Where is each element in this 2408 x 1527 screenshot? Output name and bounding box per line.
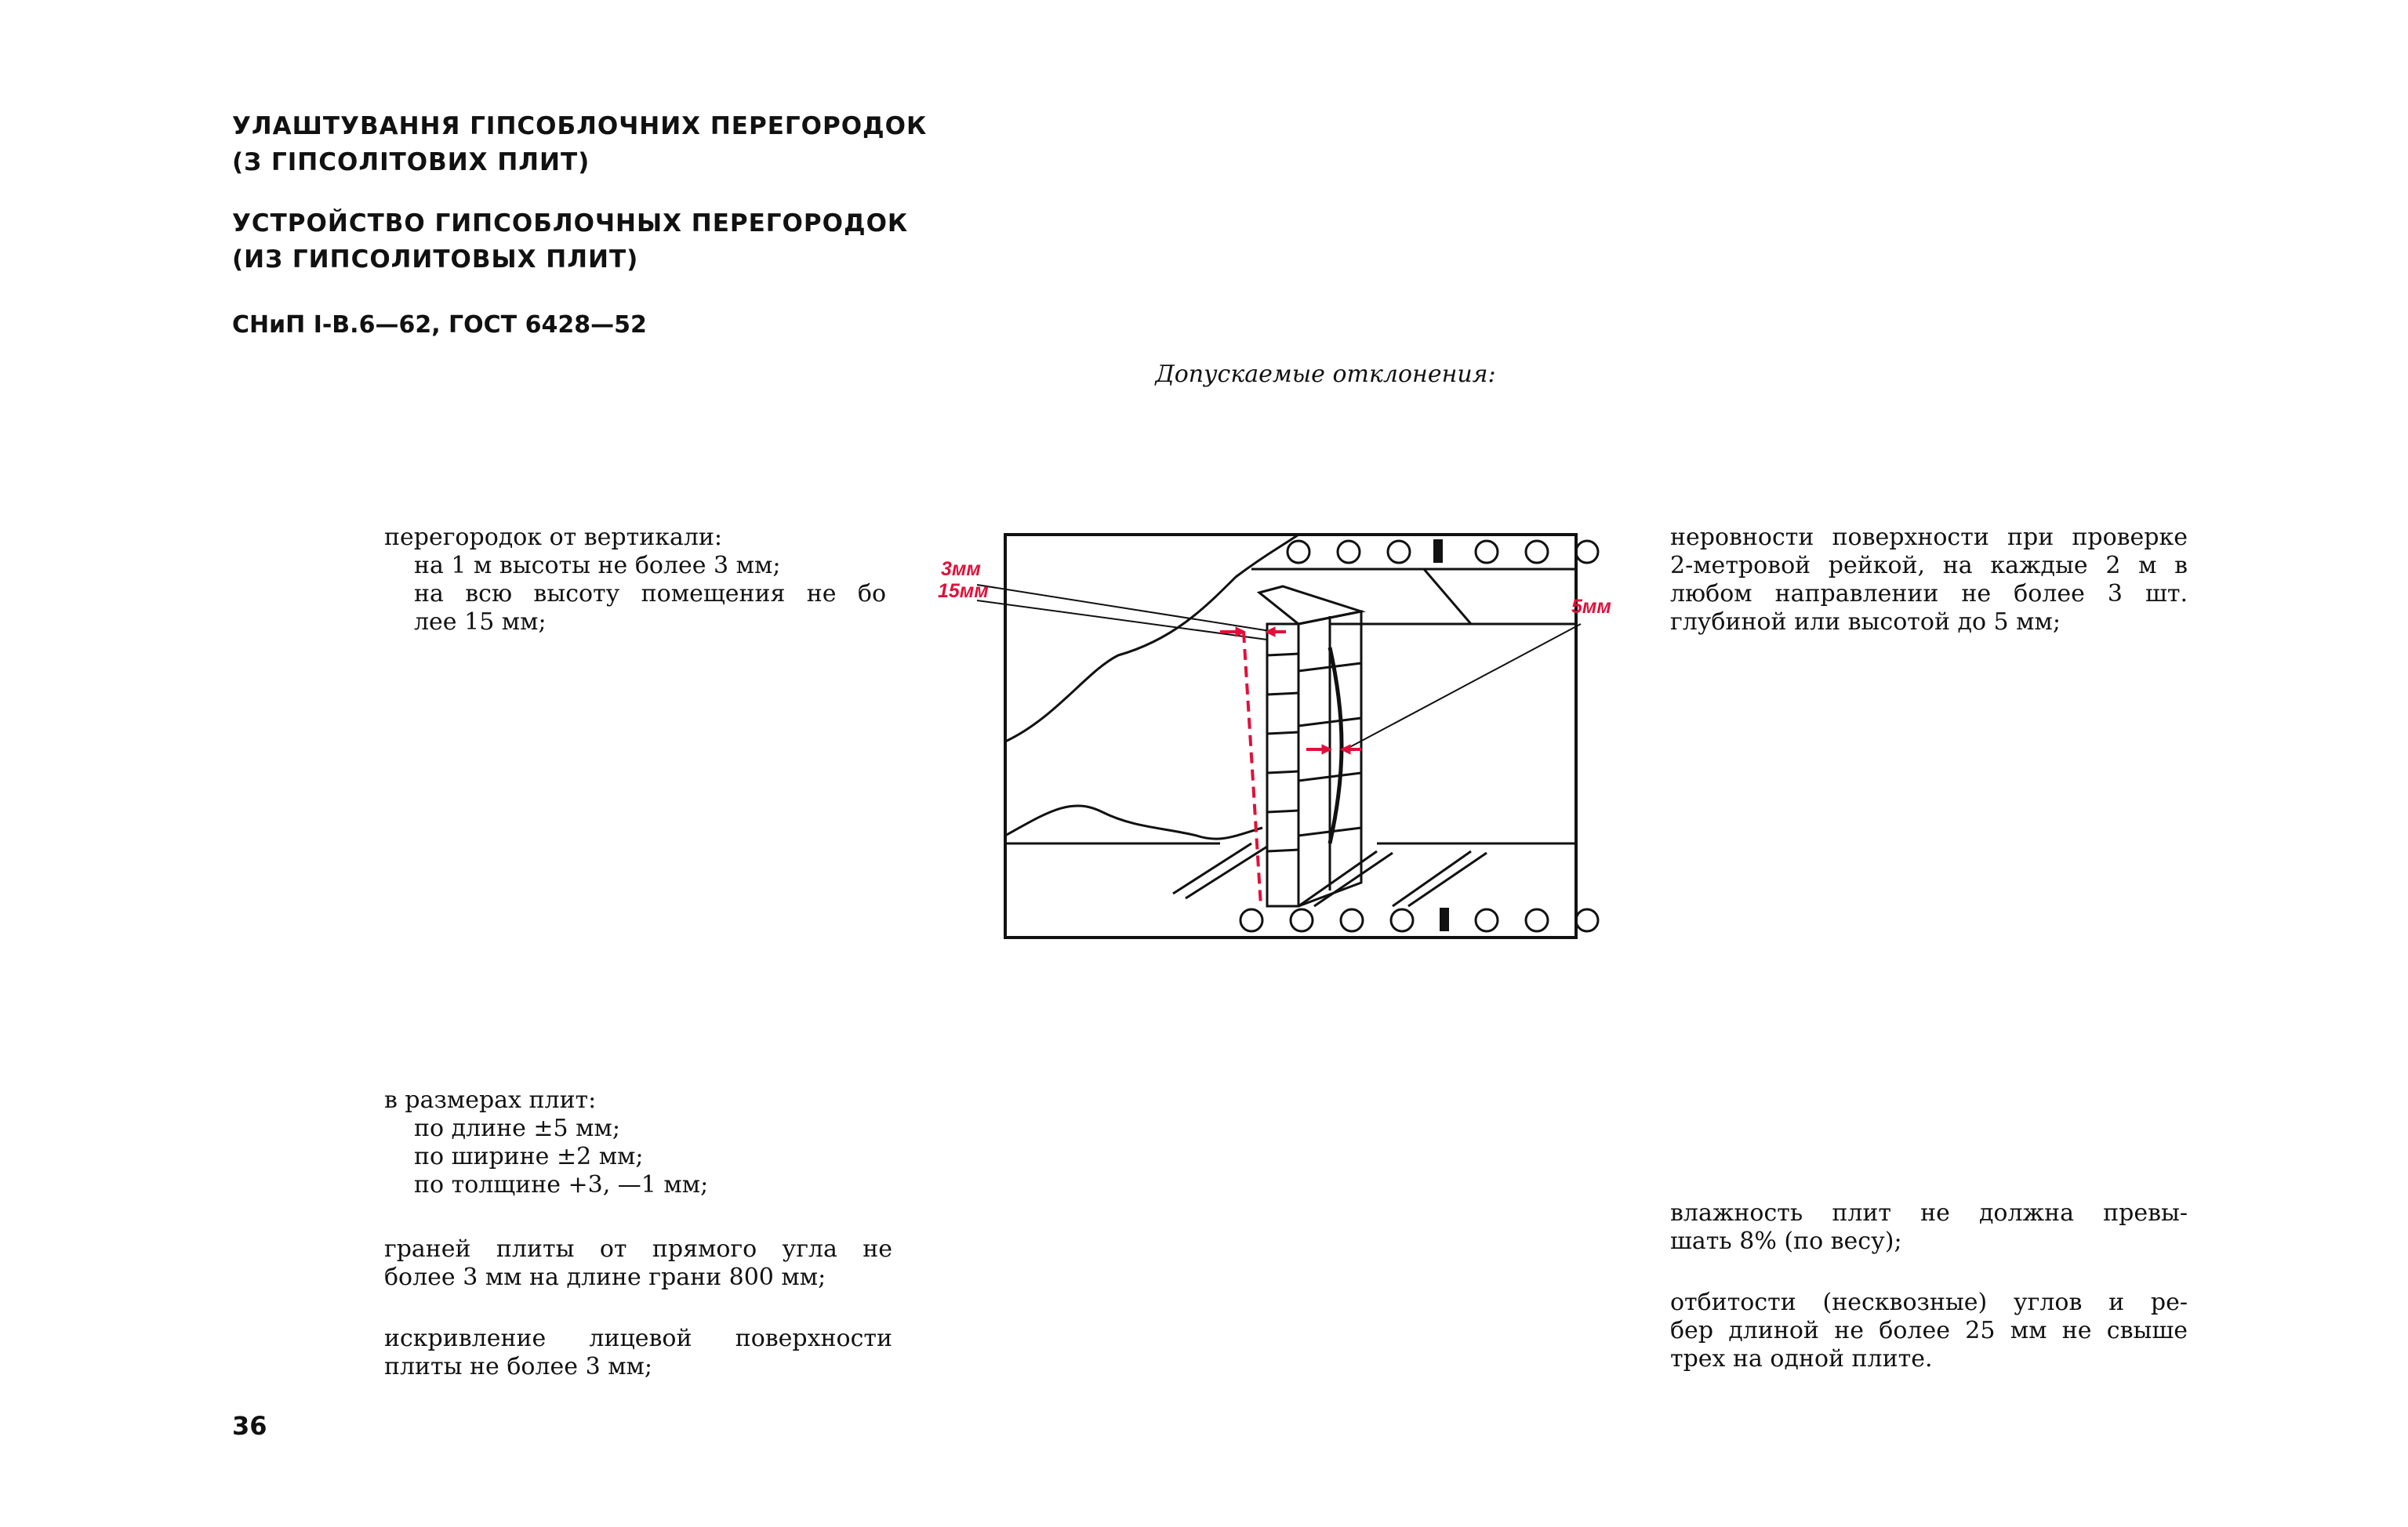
heading-ru-line1: УСТРОЙСТВО ГИПСОБЛОЧНЫХ ПЕРЕГОРОДОК — [232, 209, 909, 238]
floor-hole — [1526, 909, 1548, 931]
deviation-vertical — [384, 524, 886, 637]
ceiling-hole — [1526, 541, 1548, 563]
block-joint — [1267, 811, 1298, 812]
heading-ru-line2: (ИЗ ГИПСОЛИТОВЫХ ПЛИТ) — [232, 245, 639, 274]
ceiling-marker — [1433, 539, 1443, 563]
label-15mm: 15мм — [938, 580, 989, 602]
heading-uk-line1: УЛАШТУВАННЯ ГІПСОБЛОЧНИХ ПЕРЕГОРОДОК — [232, 112, 928, 140]
block-joint — [1267, 654, 1298, 655]
sizes-width: по ширине ±2 мм; — [414, 1143, 644, 1170]
ceiling-hole — [1388, 541, 1410, 563]
caption-text: Допускаемые отклонения: — [1155, 361, 1496, 388]
wall-break-bottom — [1005, 806, 1262, 839]
unevenness-line-4: глубиной или высотой до 5 мм; — [1670, 608, 2061, 636]
ceiling-hole — [1576, 541, 1598, 563]
vertical-item-2b: лее 15 мм; — [414, 608, 547, 636]
standards-reference: СНиП І-В.6—62, ГОСТ 6428—52 — [232, 311, 647, 339]
chips-line-3: трех на одной плите. — [1670, 1345, 1933, 1373]
moisture-line-2: шать 8% (по весу); — [1670, 1228, 1902, 1255]
floor-marker — [1440, 908, 1449, 931]
floor-hole — [1476, 909, 1498, 931]
leader-15mm — [977, 600, 1267, 640]
unevenness-line-1: неровности поверхности при проверке — [1670, 524, 2188, 551]
ceiling-hole — [1288, 541, 1309, 563]
deviation-moisture — [1670, 1199, 2188, 1256]
vertical-item-2a: на всю высоту помещения не бо — [414, 580, 886, 608]
ceiling-diagonal — [1424, 569, 1471, 624]
deviation-chips — [1670, 1289, 2188, 1373]
curvature-line-1: искривление лицевой поверхности — [384, 1325, 892, 1352]
ceiling-hole — [1476, 541, 1498, 563]
deviation-faces — [384, 1235, 892, 1292]
floor-hole — [1391, 909, 1413, 931]
partition-illustration — [938, 514, 1620, 953]
chips-line-1: отбитости (несквозные) углов и ре- — [1670, 1289, 2188, 1316]
block-joint — [1267, 732, 1298, 734]
partition-top — [1259, 586, 1361, 624]
curvature-line-2: плиты не более 3 мм; — [384, 1353, 652, 1380]
sizes-intro: в размерах плит: — [384, 1086, 597, 1114]
moisture-line-1: влажность плит не должна превы- — [1670, 1199, 2188, 1227]
vertical-deviation-line — [1244, 632, 1261, 906]
deviation-sizes — [384, 1086, 886, 1199]
ceiling-hole — [1338, 541, 1360, 563]
floor-hole — [1576, 909, 1598, 931]
deviation-curvature — [384, 1325, 892, 1381]
floor-board — [1408, 853, 1487, 906]
block-joint — [1267, 693, 1298, 695]
deviation-unevenness — [1670, 524, 2188, 637]
floor-board — [1393, 851, 1471, 906]
chips-line-2: бер длиной не более 25 мм не свыше — [1670, 1317, 2188, 1344]
floor-hole — [1341, 909, 1363, 931]
label-3mm: 3мм — [941, 558, 981, 580]
unevenness-line-2: 2-метровой рейкой, на каждые 2 м в — [1670, 552, 2188, 579]
block-joint — [1267, 771, 1298, 773]
floor-hole — [1240, 909, 1262, 931]
heading-uk-line2: (З ГІПСОЛІТОВИХ ПЛИТ) — [232, 148, 590, 176]
floor-board — [1186, 847, 1267, 898]
page-number: 36 — [232, 1411, 267, 1441]
floor-hole — [1291, 909, 1313, 931]
block-joint — [1267, 850, 1298, 851]
floor-board — [1173, 843, 1251, 894]
floor-board — [1298, 851, 1377, 906]
unevenness-line-3: любом направлении не более 3 шт. — [1670, 580, 2188, 608]
faces-line-2: более 3 мм на длине грани 800 мм; — [384, 1264, 826, 1291]
floor-board — [1314, 853, 1393, 906]
heading-ukrainian — [232, 108, 938, 180]
sizes-length: по длине ±5 мм; — [414, 1115, 620, 1142]
check-rail — [1330, 647, 1342, 843]
heading-russian — [232, 205, 938, 277]
vertical-item-1: на 1 м высоты не более 3 мм; — [414, 552, 781, 579]
leader-5mm — [1346, 624, 1581, 749]
sizes-thickness: по толщине +3, —1 мм; — [414, 1171, 709, 1199]
partition-face — [1267, 624, 1298, 906]
leader-3mm — [977, 585, 1275, 632]
faces-line-1: граней плиты от прямого угла не — [384, 1235, 892, 1263]
caption — [0, 361, 2408, 388]
label-5mm: 5мм — [1571, 596, 1611, 618]
figure-frame — [1005, 535, 1576, 938]
vertical-intro: перегородок от вертикали: — [384, 524, 723, 551]
